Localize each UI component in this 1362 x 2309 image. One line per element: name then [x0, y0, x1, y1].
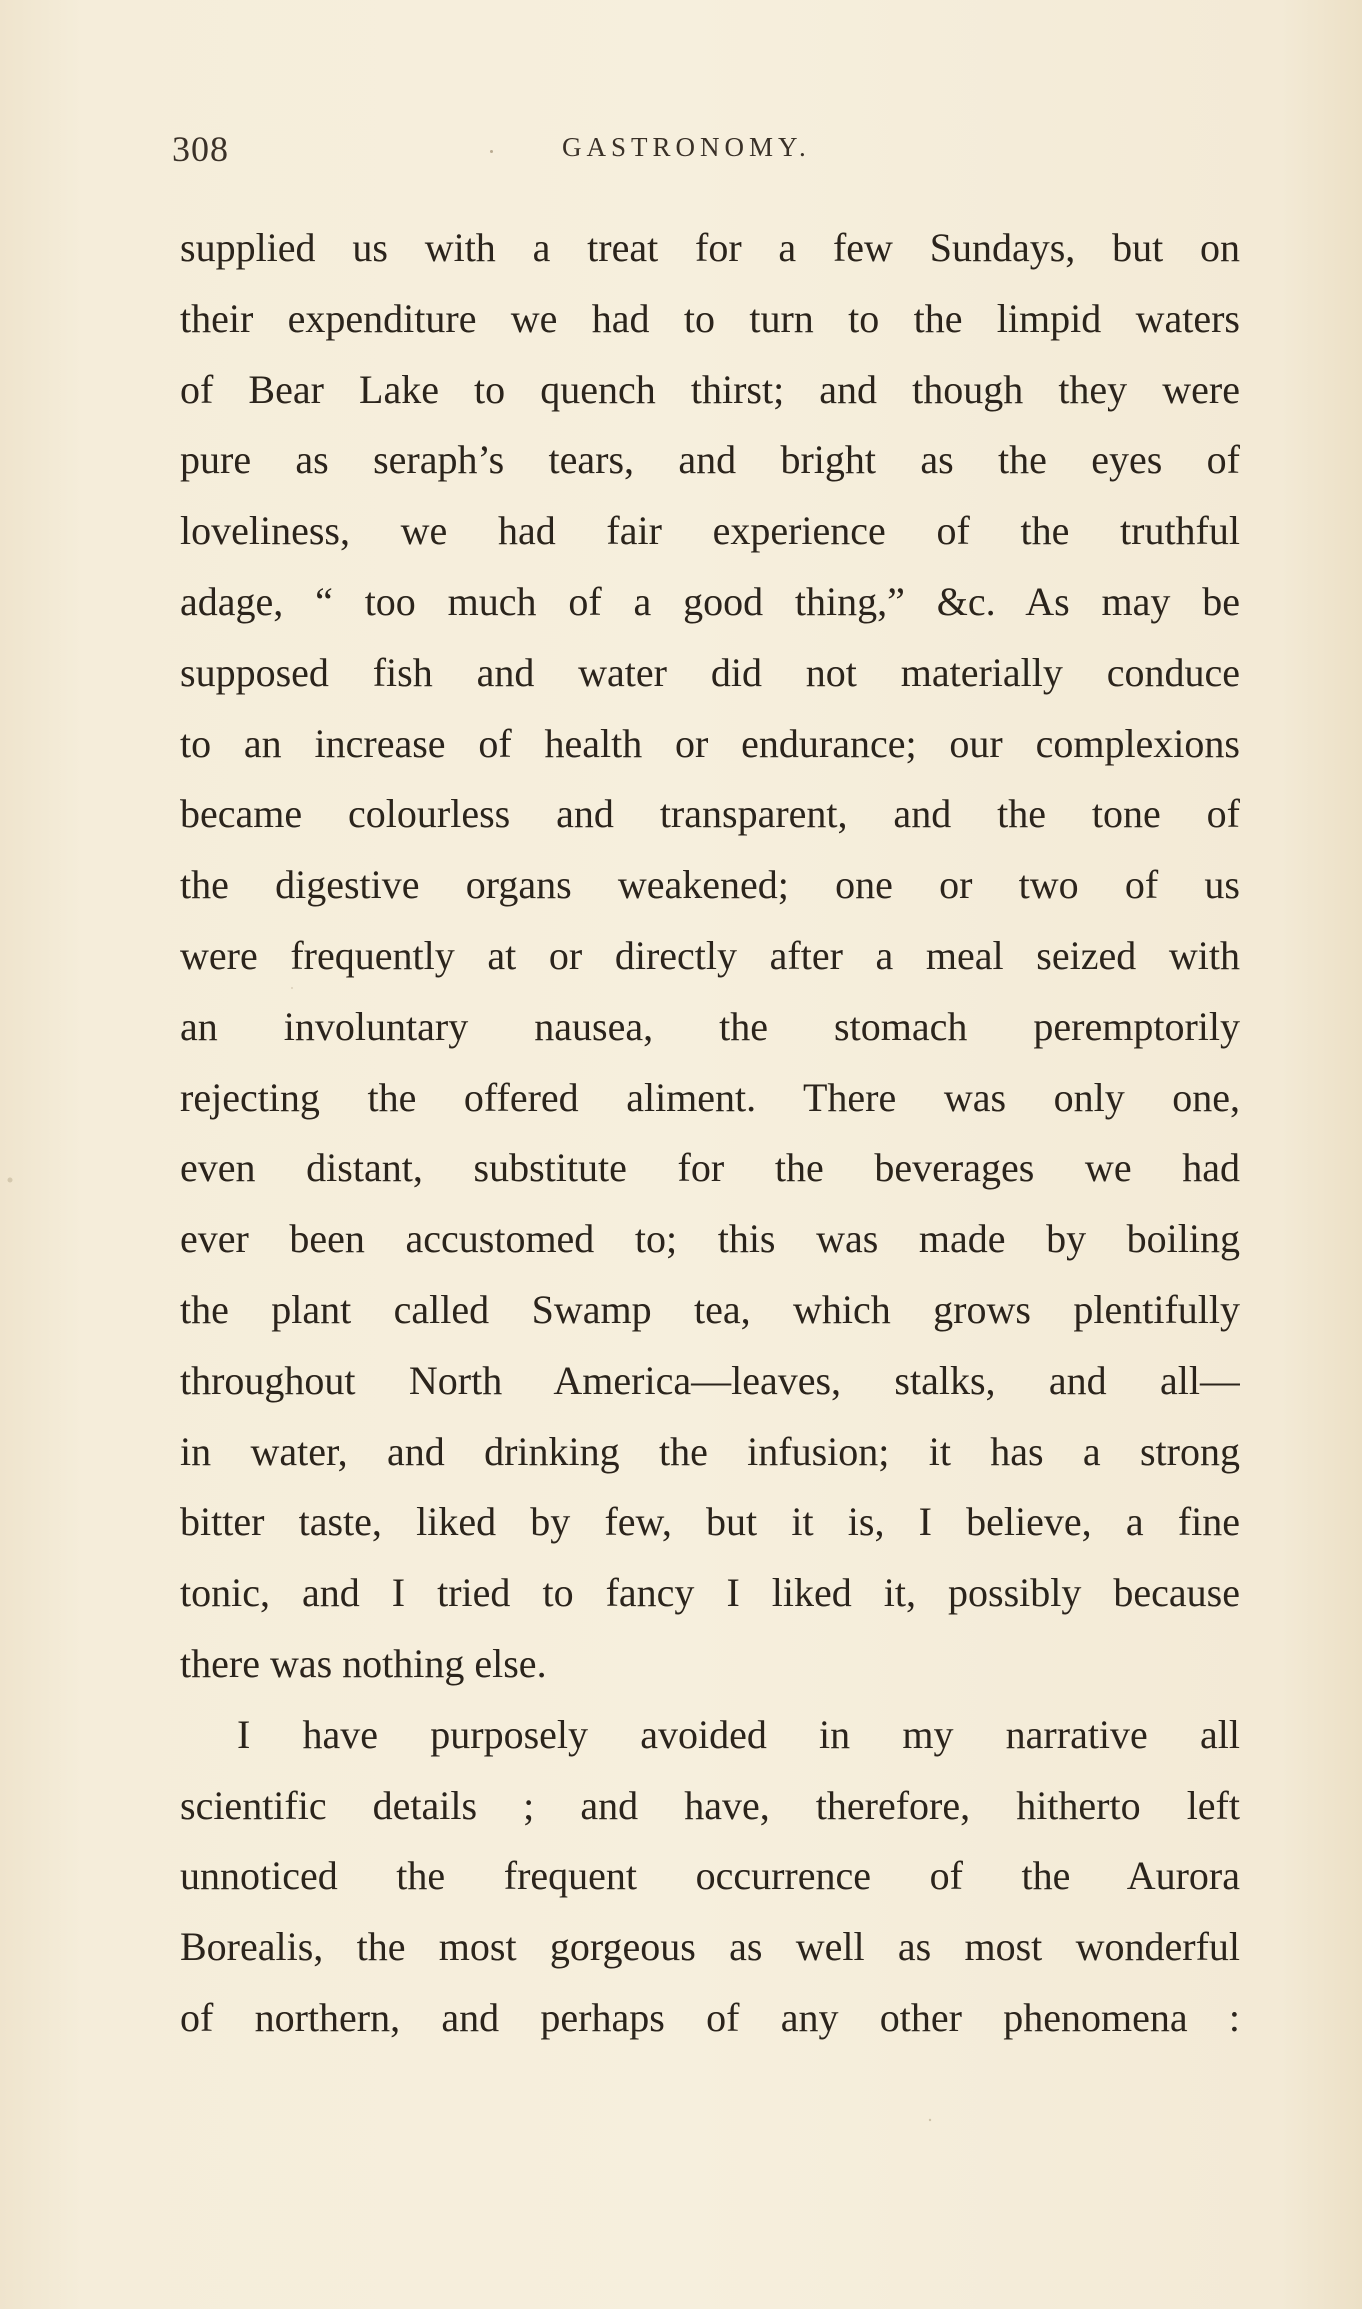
text-line: supposed fish and water did not materially conduce	[180, 649, 1240, 695]
text-line: became colourless and transparent, and the tone of	[180, 791, 1240, 837]
text-line: to an increase of health or endurance; our complexions	[180, 720, 1240, 766]
running-title: GASTRONOMY.	[562, 132, 811, 162]
text-line: the digestive organs weakened; one or two of us	[180, 862, 1240, 908]
body-text	[180, 213, 1240, 2054]
paragraph-end-line: there was nothing else.	[180, 1640, 547, 1686]
text-line: scientific details ; and have, therefore, hitherto left	[180, 1782, 1240, 1828]
text-line: their expenditure we had to turn to the limpid waters	[180, 295, 1240, 341]
text-line: adage, “ too much of a good thing,” &c. As may be	[180, 578, 1240, 624]
text-line: throughout North America—leaves, stalks, and all—	[180, 1357, 1240, 1403]
text-line: the plant called Swamp tea, which grows plentifully	[180, 1286, 1240, 1332]
text-line: tonic, and I tried to fancy I liked it, possibly because	[180, 1570, 1240, 1616]
text-line: unnoticed the frequent occurrence of the Aurora	[180, 1853, 1240, 1899]
text-line: pure as seraph’s tears, and bright as the eyes of	[180, 437, 1240, 483]
text-line: bitter taste, liked by few, but it is, I believe, a fine	[180, 1499, 1240, 1545]
paper-speck	[929, 2119, 931, 2121]
text-line: in water, and drinking the infusion; it has a strong	[180, 1428, 1240, 1474]
page-number: 308	[172, 129, 229, 169]
page-header	[172, 128, 1232, 168]
text-line: even distant, substitute for the beverages we had	[180, 1145, 1240, 1191]
text-line: ever been accustomed to; this was made by boiling	[180, 1216, 1240, 1262]
text-line: of northern, and perhaps of any other phenomena :	[180, 1994, 1240, 2040]
text-line: were frequently at or directly after a meal seized with	[180, 932, 1240, 978]
header-speck	[490, 150, 493, 153]
paper-speck	[8, 1178, 13, 1183]
text-line: of Bear Lake to quench thirst; and though they were	[180, 366, 1240, 412]
text-line: supplied us with a treat for a few Sundays, but on	[180, 225, 1240, 270]
text-line: rejecting the offered aliment. There was only one,	[180, 1074, 1240, 1120]
text-line: loveliness, we had fair experience of the truthful	[180, 508, 1240, 554]
text-line: Borealis, the most gorgeous as well as most wonderful	[180, 1924, 1240, 1970]
paragraph-start-line: I have purposely avoided in my narrative all	[237, 1711, 1240, 1757]
text-line: an involuntary nausea, the stomach peremptorily	[180, 1003, 1240, 1049]
